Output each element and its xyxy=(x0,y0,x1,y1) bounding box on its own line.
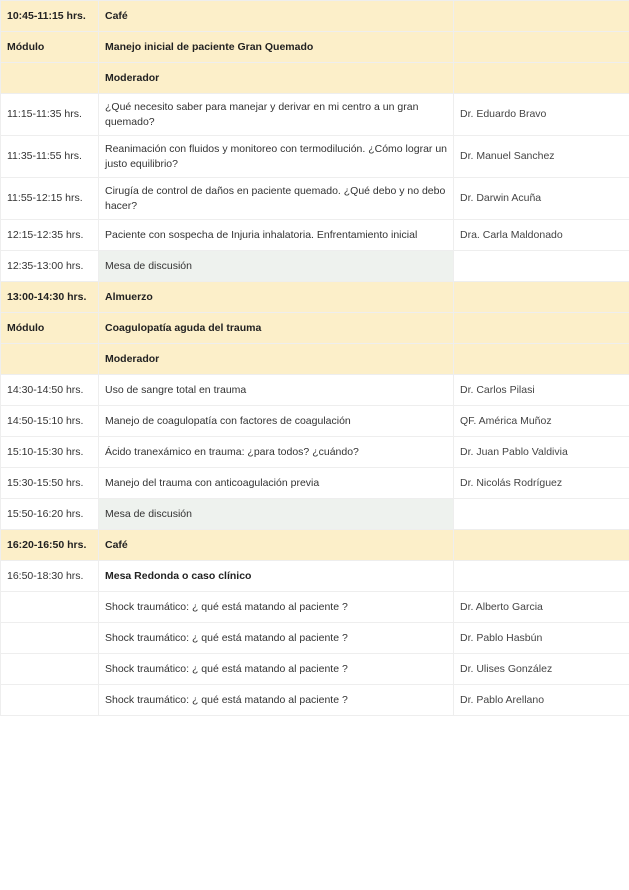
speaker-cell xyxy=(454,499,629,530)
time-cell xyxy=(1,685,99,716)
topic-cell: Manejo inicial de paciente Gran Quemado xyxy=(99,32,454,63)
schedule-row xyxy=(1,406,629,437)
time-cell xyxy=(1,344,99,375)
time-cell: 10:45-11:15 hrs. xyxy=(1,1,99,32)
schedule-row xyxy=(1,592,629,623)
speaker-cell xyxy=(454,251,629,282)
speaker-cell: Dr. Ulises González xyxy=(454,654,629,685)
schedule-row xyxy=(1,561,629,592)
time-cell: 16:50-18:30 hrs. xyxy=(1,561,99,592)
topic-cell: Coagulopatía aguda del trauma xyxy=(99,313,454,344)
time-cell xyxy=(1,654,99,685)
speaker-cell xyxy=(454,561,629,592)
time-cell: 15:30-15:50 hrs. xyxy=(1,468,99,499)
topic-cell: Moderador xyxy=(99,63,454,94)
topic-cell: Mesa de discusión xyxy=(99,499,454,530)
schedule-row xyxy=(1,178,629,220)
schedule-row xyxy=(1,282,629,313)
schedule-body xyxy=(1,1,629,716)
time-cell: 14:50-15:10 hrs. xyxy=(1,406,99,437)
time-cell: 11:55-12:15 hrs. xyxy=(1,178,99,220)
topic-cell: Reanimación con fluidos y monitoreo con termodilución. ¿Cómo lograr un justo equilibrio? xyxy=(99,136,454,178)
topic-cell: Café xyxy=(99,530,454,561)
schedule-row xyxy=(1,654,629,685)
topic-cell: Manejo de coagulopatía con factores de coagulación xyxy=(99,406,454,437)
schedule-row xyxy=(1,1,629,32)
speaker-cell: QF. América Muñoz xyxy=(454,406,629,437)
time-cell: 12:15-12:35 hrs. xyxy=(1,220,99,251)
speaker-cell xyxy=(454,63,629,94)
schedule-row xyxy=(1,251,629,282)
schedule-row xyxy=(1,437,629,468)
speaker-cell: Dr. Pablo Hasbún xyxy=(454,623,629,654)
time-cell: 15:10-15:30 hrs. xyxy=(1,437,99,468)
topic-cell: Mesa Redonda o caso clínico xyxy=(99,561,454,592)
schedule-row xyxy=(1,63,629,94)
speaker-cell xyxy=(454,1,629,32)
time-cell: 11:35-11:55 hrs. xyxy=(1,136,99,178)
schedule-row xyxy=(1,344,629,375)
topic-cell: Paciente con sospecha de Injuria inhalatoria. Enfrentamiento inicial xyxy=(99,220,454,251)
time-cell: 13:00-14:30 hrs. xyxy=(1,282,99,313)
time-cell: Módulo xyxy=(1,313,99,344)
topic-cell: Cirugía de control de daños en paciente quemado. ¿Qué debo y no debo hacer? xyxy=(99,178,454,220)
speaker-cell: Dr. Manuel Sanchez xyxy=(454,136,629,178)
time-cell xyxy=(1,623,99,654)
schedule-row xyxy=(1,32,629,63)
topic-cell: Café xyxy=(99,1,454,32)
schedule-row xyxy=(1,685,629,716)
speaker-cell xyxy=(454,32,629,63)
schedule-row xyxy=(1,313,629,344)
topic-cell: Moderador xyxy=(99,344,454,375)
speaker-cell: Dr. Juan Pablo Valdivia xyxy=(454,437,629,468)
speaker-cell: Dr. Eduardo Bravo xyxy=(454,94,629,136)
time-cell: 12:35-13:00 hrs. xyxy=(1,251,99,282)
schedule-row xyxy=(1,94,629,136)
speaker-cell: Dr. Alberto Garcia xyxy=(454,592,629,623)
speaker-cell xyxy=(454,282,629,313)
schedule-row xyxy=(1,530,629,561)
topic-cell: Shock traumático: ¿ qué está matando al paciente ? xyxy=(99,592,454,623)
topic-cell: Shock traumático: ¿ qué está matando al paciente ? xyxy=(99,623,454,654)
speaker-cell xyxy=(454,530,629,561)
time-cell: 14:30-14:50 hrs. xyxy=(1,375,99,406)
speaker-cell: Dr. Carlos Pilasi xyxy=(454,375,629,406)
speaker-cell: Dra. Carla Maldonado xyxy=(454,220,629,251)
time-cell xyxy=(1,63,99,94)
schedule-row xyxy=(1,136,629,178)
topic-cell: Uso de sangre total en trauma xyxy=(99,375,454,406)
speaker-cell xyxy=(454,313,629,344)
schedule-row xyxy=(1,623,629,654)
topic-cell: Shock traumático: ¿ qué está matando al paciente ? xyxy=(99,654,454,685)
schedule-row xyxy=(1,220,629,251)
schedule-row xyxy=(1,499,629,530)
topic-cell: Mesa de discusión xyxy=(99,251,454,282)
speaker-cell: Dr. Pablo Arellano xyxy=(454,685,629,716)
topic-cell: Shock traumático: ¿ qué está matando al paciente ? xyxy=(99,685,454,716)
topic-cell: ¿Qué necesito saber para manejar y derivar en mi centro a un gran quemado? xyxy=(99,94,454,136)
speaker-cell xyxy=(454,344,629,375)
speaker-cell: Dr. Darwin Acuña xyxy=(454,178,629,220)
speaker-cell: Dr. Nicolás Rodríguez xyxy=(454,468,629,499)
topic-cell: Ácido tranexámico en trauma: ¿para todos? ¿cuándo? xyxy=(99,437,454,468)
time-cell: Módulo xyxy=(1,32,99,63)
schedule-row xyxy=(1,468,629,499)
time-cell: 16:20-16:50 hrs. xyxy=(1,530,99,561)
topic-cell: Manejo del trauma con anticoagulación previa xyxy=(99,468,454,499)
schedule-row xyxy=(1,375,629,406)
time-cell: 15:50-16:20 hrs. xyxy=(1,499,99,530)
topic-cell: Almuerzo xyxy=(99,282,454,313)
time-cell xyxy=(1,592,99,623)
time-cell: 11:15-11:35 hrs. xyxy=(1,94,99,136)
